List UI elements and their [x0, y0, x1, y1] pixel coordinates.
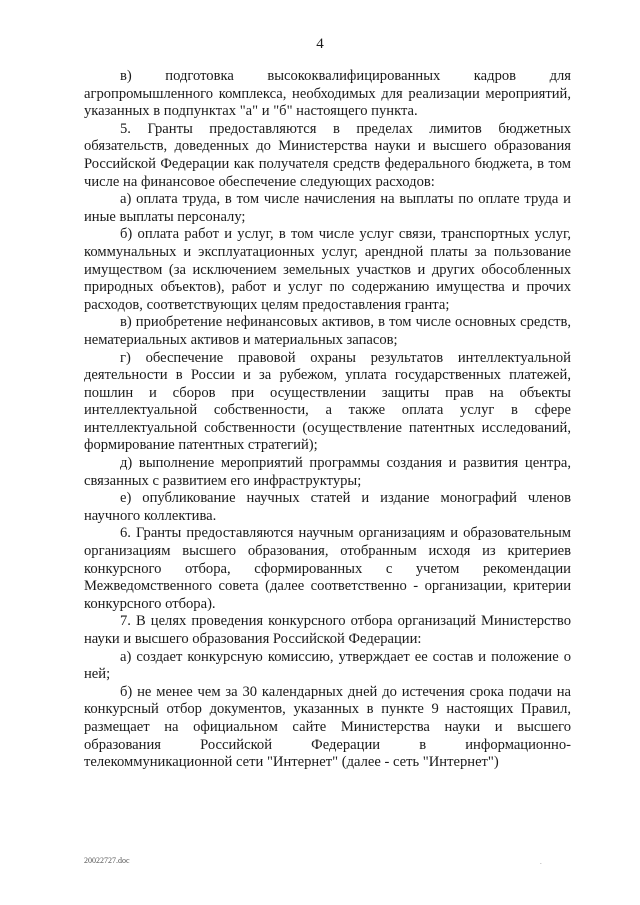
- paragraph-5d: д) выполнение мероприятий программы создания и развития центра, связанных с развитием его инфраструктуры;: [84, 455, 571, 489]
- page-number: 4: [316, 36, 324, 52]
- paragraph-7a: а) создает конкурсную комиссию, утверждает ее состав и положение о ней;: [84, 648, 571, 683]
- document-body: [84, 68, 571, 772]
- paragraph-5g: г) обеспечение правовой охраны результатов интеллектуальной деятельности в России и за рубежом, уплата государственных платежей, пошлин и сборов при осуществлении защиты прав на объекты интеллектуальной собственности, а также оплата услуг в сфере интеллектуальной собственности (осуществление патентных исследований, формирование патентных стратегий);: [84, 349, 571, 454]
- paragraph-5b: б) оплата работ и услуг, в том числе услуг связи, транспортных услуг, коммунальных и эксплуатационных услуг, арендной платы за пользование имуществом (за исключением земельных участков и других обособленных природных объектов), работ и услуг по содержанию имущества и прочих расходов, соответствующих целям предоставления гранта;: [84, 226, 571, 313]
- paragraph-5a: а) оплата труда, в том числе начисления на выплаты по оплате труда и иные выплаты персоналу;: [84, 191, 571, 225]
- paragraph-3v: в) подготовка высококвалифицированных кадров для агропромышленного комплекса, необходимых для реализации мероприятий, указанных в подпунктах "а" и "б" настоящего пункта.: [84, 68, 571, 120]
- paragraph-7: 7. В целях проведения конкурсного отбора организаций Министерство науки и высшего образования Российской Федерации:: [84, 613, 571, 647]
- paragraph-6: 6. Гранты предоставляются научным организациям и образовательным организациям высшего образования, отобранным исходя из критериев конкурсного отбора, сформированных с учетом рекомендации Межведомственного совета (далее соответственно - организации, критерии конкурсного отбора).: [84, 525, 571, 612]
- footer-file-name: 20022727.doc: [84, 856, 130, 865]
- paragraph-5e: е) опубликование научных статей и издание монографий членов научного коллектива.: [84, 490, 571, 524]
- paragraph-5: 5. Гранты предоставляются в пределах лимитов бюджетных обязательств, доведенных до Министерства науки и высшего образования Российской Федерации как получателя средств федерального бюджета, в том числе на финансовое обеспечение следующих расходов:: [84, 120, 571, 190]
- paragraph-7b: б) не менее чем за 30 календарных дней до истечения срока подачи на конкурсный отбор документов, указанных в пункте 9 настоящих Правил, размещает на официальном сайте Министерства науки и высшего образования Российской Федерации в информационно-телекоммуникационной сети "Интернет" (далее - сеть "Интернет"): [84, 683, 571, 771]
- paragraph-5v: в) приобретение нефинансовых активов, в том числе основных средств, нематериальных активов и материальных запасов;: [84, 314, 571, 348]
- footer-mark: .: [540, 858, 542, 866]
